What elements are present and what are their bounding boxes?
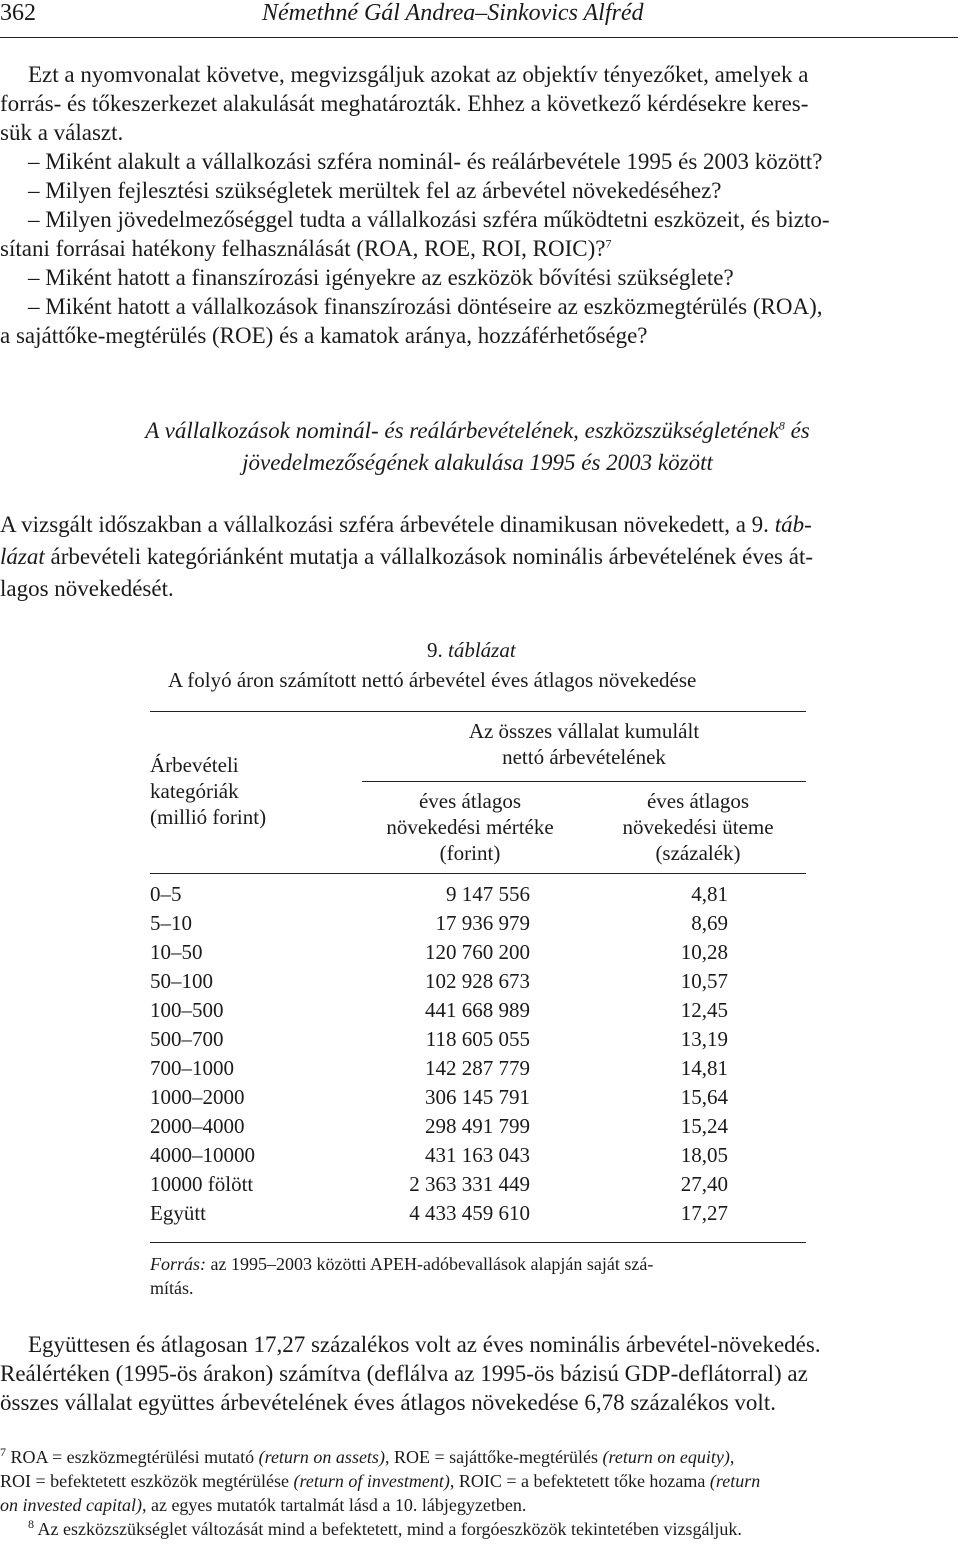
page-number: 362 bbox=[0, 0, 36, 26]
question-3-line-1: – Milyen jövedelmezőséggel tudta a vállalkozási szféra működtetni eszközeit, és bizto- bbox=[28, 207, 830, 232]
cell-amount: 142 287 779 bbox=[425, 1056, 530, 1080]
footnote-7-number: 7 bbox=[0, 1445, 6, 1459]
cell-amount: 431 163 043 bbox=[425, 1143, 530, 1167]
source-label: Forrás: bbox=[150, 1254, 207, 1274]
table-row bbox=[150, 940, 730, 969]
footnote-ref-8: 8 bbox=[778, 418, 785, 433]
cell-rate: 15,24 bbox=[680, 1114, 728, 1138]
fn7-text-g: (return of investment) bbox=[293, 1471, 450, 1491]
col1-header-line-1: éves átlagos bbox=[418, 789, 522, 813]
para1-line-3: lagos növekedését. bbox=[0, 576, 174, 601]
question-1: – Miként alakult a vállalkozási szféra nominál- és reálárbevétele 1995 és 2003 között? bbox=[28, 149, 823, 174]
cell-rate: 10,57 bbox=[680, 969, 728, 993]
fn8-text: Az eszközszükséglet változását mind a befektetett, mind a forgóeszközök tekintetében vizsgáljuk. bbox=[34, 1519, 742, 1539]
cell-amount: 118 605 055 bbox=[425, 1027, 530, 1051]
fn7-text-k: , az egyes mutatók tartalmát lásd a 10. lábjegyzetben. bbox=[141, 1495, 527, 1515]
table-label: táblázat bbox=[448, 638, 516, 662]
col0-header-line-1: Árbevételi bbox=[150, 753, 239, 777]
cell-category: 700–1000 bbox=[150, 1056, 234, 1080]
footnote-7-line-1 bbox=[0, 1445, 955, 1469]
table-number bbox=[427, 638, 516, 663]
table-row bbox=[150, 1201, 730, 1230]
fn7-text-c: , ROE = sajáttőke-megtérülés bbox=[384, 1447, 603, 1467]
para1-table-ref: táb- bbox=[774, 512, 812, 537]
cell-rate: 4,81 bbox=[691, 882, 728, 906]
cell-rate: 18,05 bbox=[680, 1143, 728, 1167]
fn7-text-e: , bbox=[729, 1447, 735, 1467]
cell-category: 5–10 bbox=[150, 911, 192, 935]
question-3-line-2 bbox=[0, 234, 612, 263]
cell-amount: 441 668 989 bbox=[425, 998, 530, 1022]
cell-amount: 17 936 979 bbox=[435, 911, 530, 935]
table-header-rule bbox=[150, 873, 806, 874]
question-5-line-2: a sajáttőke-megtérülés (ROE) és a kamatok aránya, hozzáférhetősége? bbox=[0, 323, 648, 348]
col2-header-line-2: növekedési üteme bbox=[622, 815, 774, 839]
fn7-text-j: on invested capital) bbox=[0, 1495, 142, 1515]
table-bottom-rule bbox=[150, 1242, 806, 1243]
table-number-value: 9. bbox=[427, 638, 443, 662]
cell-rate: 10,28 bbox=[680, 940, 728, 964]
question-5-line-1: – Miként hatott a vállalkozások finanszírozási döntéseire az eszközmegtérülés (ROA), bbox=[28, 294, 823, 319]
col1-header-line-2: növekedési mértéke bbox=[386, 815, 554, 839]
cell-amount: 306 145 791 bbox=[425, 1085, 530, 1109]
cell-category: 4000–10000 bbox=[150, 1143, 255, 1167]
intro-line-1: Ezt a nyomvonalat követve, megvizsgáljuk azokat az objektív tényezőket, amelyek a bbox=[28, 62, 809, 87]
footnote-8 bbox=[28, 1517, 955, 1541]
table-row bbox=[150, 1085, 730, 1114]
cell-category: 10000 fölött bbox=[150, 1172, 254, 1196]
col0-header-line-3: (millió forint) bbox=[150, 805, 267, 829]
section-title-line-1 bbox=[0, 418, 955, 444]
footnote-7-line-2 bbox=[0, 1469, 955, 1493]
para1-line-1 bbox=[0, 510, 812, 539]
cell-rate: 12,45 bbox=[680, 998, 728, 1022]
table-top-rule bbox=[150, 711, 806, 712]
table-row bbox=[150, 1027, 730, 1056]
running-header-authors: Némethné Gál Andrea–Sinkovics Alfréd bbox=[262, 0, 644, 26]
table-row bbox=[150, 1172, 730, 1201]
group-header bbox=[362, 718, 806, 770]
cell-category: 100–500 bbox=[150, 998, 224, 1022]
cell-category: 50–100 bbox=[150, 969, 213, 993]
cell-rate: 8,69 bbox=[691, 911, 728, 935]
footnote-7-line-3 bbox=[0, 1493, 955, 1517]
footnote-8-number: 8 bbox=[28, 1517, 34, 1531]
section-title-end: és bbox=[784, 418, 810, 443]
question-4: – Miként hatott a finanszírozási igényekre az eszközök bővítési szükséglete? bbox=[28, 265, 734, 290]
para1-line-2-text: árbevételi kategóriánként mutatja a vállalkozások nominális árbevételének éves át- bbox=[44, 544, 813, 569]
question-3-text: sítani forrásai hatékony felhasználását (ROA, ROE, ROI, ROIC)? bbox=[0, 236, 606, 261]
para2-line-3: összes vállalat együttes árbevételének éves átlagos növekedése 6,78 százalékos volt. bbox=[0, 1390, 776, 1415]
cell-rate: 14,81 bbox=[680, 1056, 728, 1080]
cell-category: 2000–4000 bbox=[150, 1114, 245, 1138]
cell-rate: 13,19 bbox=[680, 1027, 728, 1051]
cell-category: Együtt bbox=[150, 1201, 206, 1225]
para2-line-1: Együttesen és átlagosan 17,27 százalékos volt az éves nominális árbevétel-növekedés. bbox=[28, 1332, 821, 1357]
intro-line-3: sük a választ. bbox=[0, 120, 124, 145]
fn7-text-h: , ROIC = a befektetett tőke hozama bbox=[449, 1471, 710, 1491]
cell-category: 1000–2000 bbox=[150, 1085, 245, 1109]
cell-category: 10–50 bbox=[150, 940, 203, 964]
col2-header-line-1: éves átlagos bbox=[646, 789, 750, 813]
col2-header-line-3: (százalék) bbox=[655, 841, 741, 865]
table-caption: A folyó áron számított nettó árbevétel éves átlagos növekedése bbox=[168, 668, 697, 692]
col0-header bbox=[150, 752, 266, 830]
cell-rate: 27,40 bbox=[680, 1172, 728, 1196]
cell-amount: 102 928 673 bbox=[425, 969, 530, 993]
fn7-text-d: (return on equity) bbox=[602, 1447, 730, 1467]
cell-rate: 17,27 bbox=[680, 1201, 728, 1225]
table-row bbox=[150, 1114, 730, 1143]
col2-header bbox=[590, 788, 806, 866]
col1-header bbox=[362, 788, 578, 866]
para1-line-2 bbox=[0, 542, 813, 571]
fn7-text-f: ROI = befektetett eszközök megtérülése bbox=[0, 1471, 294, 1491]
intro-line-2: forrás- és tőkeszerkezet alakulását meghatározták. Ehhez a következő kérdésekre keres- bbox=[0, 91, 809, 116]
fn7-text-b: (return on assets) bbox=[258, 1447, 385, 1467]
cell-amount: 2 363 331 449 bbox=[409, 1172, 530, 1196]
cell-category: 0–5 bbox=[150, 882, 182, 906]
cell-rate: 15,64 bbox=[680, 1085, 728, 1109]
table-row bbox=[150, 882, 730, 911]
col1-header-line-3: (forint) bbox=[439, 841, 501, 865]
cell-amount: 298 491 799 bbox=[425, 1114, 530, 1138]
col0-header-line-2: kategóriák bbox=[150, 779, 239, 803]
question-2: – Milyen fejlesztési szükségletek merültek fel az árbevétel növekedéséhez? bbox=[28, 178, 722, 203]
table-source-line-1 bbox=[150, 1252, 653, 1276]
table-row bbox=[150, 911, 730, 940]
section-title-line-2: jövedelmezőségének alakulása 1995 és 2003 között bbox=[242, 450, 713, 475]
table-row bbox=[150, 1056, 730, 1085]
cell-amount: 120 760 200 bbox=[425, 940, 530, 964]
para2-line-2: Reálértéken (1995-ös árakon) számítva (deflálva az 1995-ös bázisú GDP-deflátorral) az bbox=[0, 1361, 808, 1386]
table-source bbox=[150, 1252, 653, 1300]
table-row bbox=[150, 998, 730, 1027]
para1-table-ref-2: lázat bbox=[0, 544, 45, 569]
fn7-text-i: (return bbox=[709, 1471, 761, 1491]
group-header-line-2: nettó árbevételének bbox=[502, 745, 666, 769]
footnote-ref-7: 7 bbox=[605, 236, 612, 251]
table-group-rule bbox=[362, 781, 806, 782]
para1-line-1-text: A vizsgált időszakban a vállalkozási szféra árbevétele dinamikusan növekedett, a 9. bbox=[0, 512, 769, 537]
table-row bbox=[150, 1143, 730, 1172]
group-header-line-1: Az összes vállalat kumulált bbox=[468, 719, 700, 743]
table-source-line-2: mítás. bbox=[150, 1278, 194, 1298]
header-rule bbox=[0, 37, 958, 38]
cell-amount: 4 433 459 610 bbox=[409, 1201, 530, 1225]
section-title-text: A vállalkozások nominál- és reálárbevételének, eszközszükségletének bbox=[145, 418, 779, 443]
cell-amount: 9 147 556 bbox=[446, 882, 530, 906]
table-row bbox=[150, 969, 730, 998]
fn7-text-a: ROA = eszközmegtérülési mutató bbox=[6, 1447, 259, 1467]
cell-category: 500–700 bbox=[150, 1027, 224, 1051]
source-text: az 1995–2003 közötti APEH-adóbevallások alapján saját szá- bbox=[206, 1254, 654, 1274]
